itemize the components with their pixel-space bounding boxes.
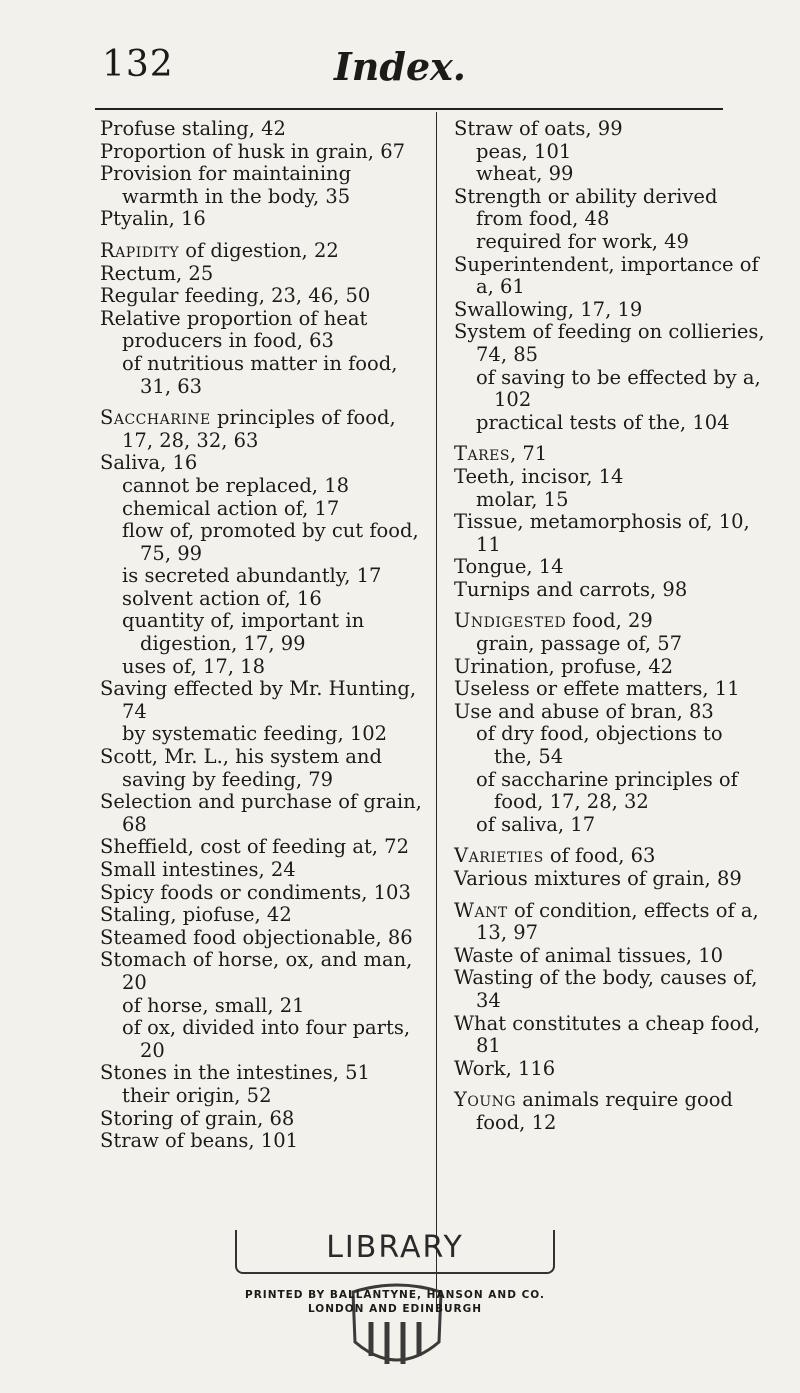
- index-entry: [454, 367, 766, 412]
- index-entry: [454, 412, 766, 435]
- entry-text: Sheffield, cost of feeding at, 72: [100, 835, 409, 859]
- entry-text: of digestion, 22: [179, 238, 339, 262]
- entry-text: Turnips and carrots, 98: [454, 577, 688, 601]
- entry-text: Steamed food objectionable, 86: [100, 925, 413, 949]
- entry-text: Straw of oats, 99: [454, 117, 623, 140]
- index-entry: [454, 1058, 766, 1081]
- index-entry: [454, 1013, 766, 1058]
- entry-text: Profuse staling, 42: [100, 117, 286, 140]
- index-entry: [454, 967, 766, 1012]
- index-entry: [100, 118, 430, 141]
- index-entry: [100, 1085, 430, 1108]
- entry-text: Provision for maintaining warmth in the body, 35: [100, 162, 352, 208]
- entry-text: is secreted abundantly, 17: [122, 564, 382, 588]
- entry-text: Tissue, metamorphosis of, 10, 11: [454, 510, 750, 556]
- index-entry: [454, 900, 766, 945]
- entry-text: of saliva, 17: [476, 812, 596, 836]
- index-entry: [100, 723, 430, 746]
- index-entry: [454, 489, 766, 512]
- entry-text: quantity of, important in digestion, 17, 99: [122, 609, 365, 656]
- entry-text: principles of food, 17, 28, 32, 63: [122, 406, 396, 452]
- entry-text: flow of, promoted by cut food, 75, 99: [122, 519, 419, 565]
- column-divider: [436, 112, 437, 1312]
- library-stamp: [215, 1230, 575, 1380]
- entry-text: Work, 116: [454, 1056, 556, 1080]
- index-entry: [100, 565, 430, 588]
- entry-text: Strength or ability derived from food, 48: [454, 184, 718, 231]
- index-entry: [454, 141, 766, 164]
- index-entry: [100, 141, 430, 164]
- stamp-library-text: LIBRARY: [326, 1230, 464, 1265]
- index-entry: [454, 845, 766, 868]
- printer-imprint: [215, 1288, 575, 1316]
- index-entry: [454, 701, 766, 724]
- index-entry: [100, 1017, 430, 1062]
- index-entry: [454, 186, 766, 231]
- entry-text: Scott, Mr. L., his system and saving by feeding, 79: [100, 745, 382, 791]
- index-entry: [454, 254, 766, 299]
- entry-lead-word: Want: [454, 898, 508, 922]
- entry-lead-word: Rapidity: [100, 238, 180, 262]
- entry-lead-word: Young: [454, 1088, 517, 1112]
- index-entry: [100, 656, 430, 679]
- entry-text: of nutritious matter in food, 31, 63: [122, 351, 398, 398]
- entry-text: Urination, profuse, 42: [454, 654, 674, 678]
- printer-line-1: PRINTED BY BALLANTYNE, HANSON AND CO.: [245, 1289, 545, 1301]
- index-entry: [454, 1089, 766, 1134]
- index-entry: [454, 610, 766, 633]
- entry-text: animals require good food, 12: [476, 1088, 733, 1134]
- index-entry: [454, 769, 766, 814]
- index-entry: [100, 308, 430, 353]
- entry-text: peas, 101: [476, 139, 572, 163]
- entry-text: Stones in the intestines, 51: [100, 1061, 370, 1085]
- entry-text: of horse, small, 21: [122, 993, 305, 1017]
- index-entry: [454, 118, 766, 141]
- index-entry: [100, 882, 430, 905]
- entry-text: Useless or effete matters, 11: [454, 677, 740, 701]
- index-entry: [100, 859, 430, 882]
- index-entry: [454, 511, 766, 556]
- entry-text: Ptyalin, 16: [100, 207, 206, 231]
- index-entry: [100, 1108, 430, 1131]
- index-entry: [100, 1062, 430, 1085]
- index-entry: [454, 945, 766, 968]
- entry-lead-word: Varieties: [454, 844, 544, 868]
- entry-text: Saving effected by Mr. Hunting, 74: [100, 677, 417, 723]
- entry-text: uses of, 17, 18: [122, 654, 265, 678]
- index-entry: [100, 904, 430, 927]
- index-entry: [100, 353, 430, 398]
- entry-text: Superintendent, importance of a, 61: [454, 252, 759, 299]
- entry-text: Selection and purchase of grain, 68: [100, 790, 422, 836]
- index-entry: [454, 163, 766, 186]
- entry-text: of saccharine principles of food, 17, 28, 32: [476, 767, 738, 814]
- entry-text: Saliva, 16: [100, 451, 198, 475]
- entry-lead-word: Saccharine: [100, 406, 211, 430]
- entry-text: wheat, 99: [476, 162, 574, 186]
- index-entry: [100, 520, 430, 565]
- entry-text: of dry food, objections to the, 54: [476, 722, 723, 769]
- entry-text: food, 29: [566, 609, 653, 633]
- entry-text: by systematic feeding, 102: [122, 722, 388, 746]
- entry-text: solvent action of, 16: [122, 586, 322, 610]
- page-header: [80, 40, 720, 100]
- index-column-right: [454, 118, 766, 1135]
- index-entry: [100, 588, 430, 611]
- entry-text: cannot be replaced, 18: [122, 473, 350, 497]
- entry-text: Spicy foods or condiments, 103: [100, 880, 411, 904]
- index-entry: [100, 498, 430, 521]
- entry-text: chemical action of, 17: [122, 496, 340, 520]
- index-entry: [100, 836, 430, 859]
- entry-text: Rectum, 25: [100, 261, 214, 285]
- index-entry: [454, 443, 766, 466]
- entry-text: Teeth, incisor, 14: [454, 464, 624, 488]
- index-entry: [100, 927, 430, 950]
- index-entry: [454, 868, 766, 891]
- entry-text: required for work, 49: [476, 229, 689, 253]
- index-entry: [100, 949, 430, 994]
- index-entry: [100, 610, 430, 655]
- index-entry: [100, 452, 430, 475]
- entry-text: of condition, effects of a, 13, 97: [476, 898, 759, 945]
- index-entry: [100, 475, 430, 498]
- index-entry: [100, 791, 430, 836]
- page-title: Index.: [333, 44, 467, 89]
- index-entry: [454, 814, 766, 837]
- entry-text: Wasting of the body, causes of, 34: [454, 966, 758, 1012]
- index-entry: [100, 208, 430, 231]
- entry-text: practical tests of the, 104: [476, 410, 730, 434]
- index-entry: [100, 746, 430, 791]
- entry-text: Relative proportion of heat producers in food, 63: [100, 306, 368, 353]
- index-entry: [454, 656, 766, 679]
- index-entry: [454, 466, 766, 489]
- entry-text: Regular feeding, 23, 46, 50: [100, 284, 371, 308]
- index-entry: [100, 995, 430, 1018]
- index-entry: [100, 163, 430, 208]
- entry-text: Swallowing, 17, 19: [454, 297, 643, 321]
- index-entry: [454, 723, 766, 768]
- entry-lead-word: Undigested: [454, 609, 567, 633]
- index-entry: [100, 678, 430, 723]
- entry-text: Storing of grain, 68: [100, 1106, 295, 1130]
- index-entry: [100, 407, 430, 452]
- index-entry: [454, 579, 766, 602]
- entry-text: grain, passage of, 57: [476, 632, 683, 656]
- entry-text: Straw of beans, 101: [100, 1129, 299, 1153]
- entry-text: of saving to be effected by a, 102: [476, 365, 761, 412]
- entry-lead-word: Tares: [454, 442, 510, 466]
- entry-text: Waste of animal tissues, 10: [454, 943, 724, 967]
- entry-text: Proportion of husk in grain, 67: [100, 139, 406, 163]
- entry-text: What constitutes a cheap food, 81: [454, 1011, 761, 1058]
- index-entry: [454, 231, 766, 254]
- entry-text: their origin, 52: [122, 1083, 272, 1107]
- entry-text: Small intestines, 24: [100, 858, 296, 881]
- index-entry: [100, 263, 430, 286]
- index-entry: [454, 299, 766, 322]
- index-entry: [454, 321, 766, 366]
- entry-text: , 71: [509, 442, 548, 466]
- entry-text: Staling, piofuse, 42: [100, 903, 292, 927]
- index-entry: [100, 1130, 430, 1153]
- index-entry: [100, 285, 430, 308]
- entry-text: Use and abuse of bran, 83: [454, 699, 714, 723]
- index-entry: [454, 633, 766, 656]
- entry-text: System of feeding on collieries, 74, 85: [454, 320, 765, 366]
- printer-line-2: LONDON AND EDINBURGH: [307, 1303, 482, 1315]
- header-rule: [95, 108, 723, 110]
- index-entry: [454, 556, 766, 579]
- entry-text: molar, 15: [476, 487, 569, 511]
- page-number: 132: [102, 44, 174, 85]
- entry-text: Stomach of horse, ox, and man, 20: [100, 948, 413, 994]
- index-entry: [100, 240, 430, 263]
- index-entry: [454, 678, 766, 701]
- entry-text: of ox, divided into four parts, 20: [122, 1016, 411, 1062]
- index-column-left: [100, 118, 430, 1153]
- entry-text: Various mixtures of grain, 89: [454, 867, 742, 890]
- entry-text: Tongue, 14: [454, 555, 564, 579]
- entry-text: of food, 63: [543, 844, 656, 868]
